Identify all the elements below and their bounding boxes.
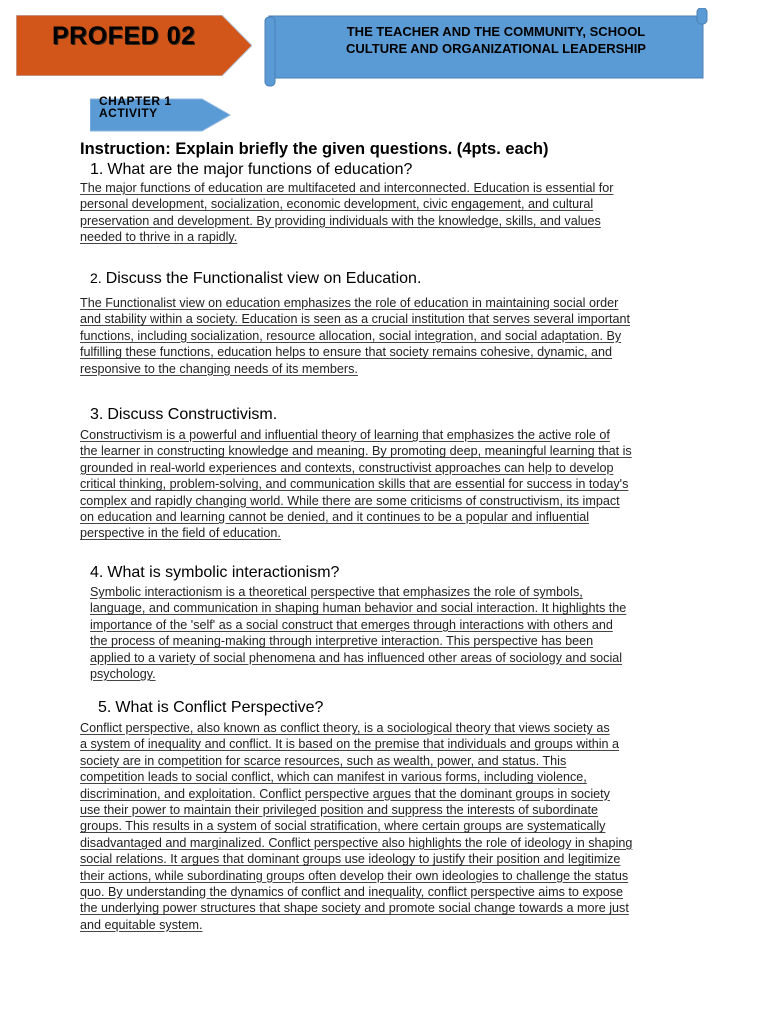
answer-line: a system of inequality and conflict. It is based on the premise that individuals and groups within a	[80, 737, 620, 752]
question-2	[90, 270, 421, 288]
chapter-label-line1: CHAPTER 1	[99, 94, 172, 108]
answer-line: discrimination, and exploitation. Conflict perspective argues that the dominant groups in society	[80, 786, 610, 801]
answer-5	[80, 720, 632, 933]
answer-line: needed to thrive in a rapidly.	[80, 230, 238, 245]
answer-line: Conflict perspective, also known as conflict theory, is a sociological theory that views society as	[80, 721, 610, 735]
question-4	[90, 564, 339, 582]
answer-line: the learner in constructing knowledge and meaning. By promoting deep, meaningful learning that is	[80, 444, 632, 459]
answer-line: competition leads to social conflict, which can manifest in various forms, including violence,	[80, 770, 587, 785]
answer-line: critical thinking, problem-solving, and communication skills that are essential for success in today's	[80, 477, 629, 492]
answer-line: social relations. It argues that dominant groups use ideology to justify their position and legitimize	[80, 852, 621, 867]
answer-line: The major functions of education are multifaceted and interconnected. Education is essential for	[80, 181, 614, 195]
question-3	[90, 406, 277, 424]
answer-line: personal development, socialization, economic development, civic engagement, and cultural	[80, 197, 594, 212]
answer-line: language, and communication in shaping human behavior and social interaction. It highlights the	[90, 601, 627, 616]
answer-line: use their power to maintain their privileged position and suppress the interests of subordinate	[80, 803, 599, 818]
answer-line: and stability within a society. Education is seen as a crucial institution that serves several important	[80, 312, 630, 327]
question-text: What is symbolic interactionism?	[107, 564, 340, 581]
answer-line: society are in competition for scarce resources, such as wealth, power, and status. This	[80, 753, 567, 768]
course-title-line1: THE TEACHER AND THE COMMUNITY, SCHOOL	[346, 24, 646, 39]
answer-4	[90, 584, 626, 682]
answer-line: Symbolic interactionism is a theoretical perspective that emphasizes the role of symbols,	[90, 585, 583, 599]
question-5	[98, 699, 323, 717]
answer-line: importance of the 'self' as a social construct that emerges through interactions with others and	[90, 617, 613, 632]
answer-3	[80, 427, 632, 542]
answer-line: disadvantaged and marginalized. Conflict perspective also highlights the role of ideology in shaping	[80, 835, 633, 850]
answer-line: the process of meaning-making through interpretive interaction. This perspective has been	[90, 634, 594, 649]
question-text: Discuss the Functionalist view on Education.	[105, 270, 422, 287]
question-number: 2.	[90, 270, 102, 286]
answer-line: quo. By understanding the dynamics of conflict and inequality, conflict perspective aims to expose	[80, 885, 624, 900]
question-number: 4.	[90, 564, 104, 581]
chapter-label-line2: ACTIVITY	[99, 106, 158, 120]
answer-line: fulfilling these functions, education helps to ensure that society remains cohesive, dynamic, and	[80, 345, 613, 360]
course-title-line2: CULTURE AND ORGANIZATIONAL LEADERSHIP	[346, 41, 646, 56]
question-1	[90, 161, 412, 179]
answer-line: functions, including socialization, resource allocation, social integration, and social adaptation. By	[80, 328, 622, 343]
course-title	[296, 23, 696, 57]
question-text: What are the major functions of education?	[107, 161, 413, 178]
question-text: Discuss Constructivism.	[107, 406, 278, 423]
answer-1	[80, 180, 613, 246]
answer-line: and equitable system.	[80, 917, 203, 932]
answer-line: their actions, while subordinating groups often develop their own ideologies to challenge the status	[80, 868, 629, 883]
answer-line: on education and learning cannot be denied, and it continues to be a popular and influential	[80, 510, 590, 525]
answer-line: Constructivism is a powerful and influential theory of learning that emphasizes the active role of	[80, 428, 610, 442]
question-text: What is Conflict Perspective?	[115, 699, 324, 716]
answer-line: perspective in the field of education.	[80, 526, 281, 541]
answer-2	[80, 295, 630, 377]
question-number: 1.	[90, 161, 104, 178]
answer-line: complex and rapidly changing world. While there are some criticisms of constructivism, its impact	[80, 493, 620, 508]
question-number: 5.	[98, 699, 112, 716]
answer-line: grounded in real-world experiences and contexts, constructivist approaches can help to develop	[80, 460, 614, 475]
course-code: PROFED 02	[52, 22, 196, 50]
answer-line: responsive to the changing needs of its members.	[80, 361, 358, 376]
answer-line: groups. This results in a system of social stratification, where certain groups are systematically	[80, 819, 606, 834]
answer-line: preservation and development. By providing individuals with the knowledge, skills, and values	[80, 213, 601, 228]
chapter-label	[99, 95, 172, 119]
question-number: 3.	[90, 406, 104, 423]
answer-line: The Functionalist view on education emphasizes the role of education in maintaining social order	[80, 296, 619, 310]
answer-line: applied to a variety of social phenomena and has influenced other areas of sociology and social	[90, 650, 623, 665]
instruction: Instruction: Explain briefly the given questions. (4pts. each)	[80, 140, 549, 158]
answer-line: the underlying power structures that shape society and promote social change towards a more just	[80, 901, 629, 916]
answer-line: psychology.	[90, 667, 156, 682]
